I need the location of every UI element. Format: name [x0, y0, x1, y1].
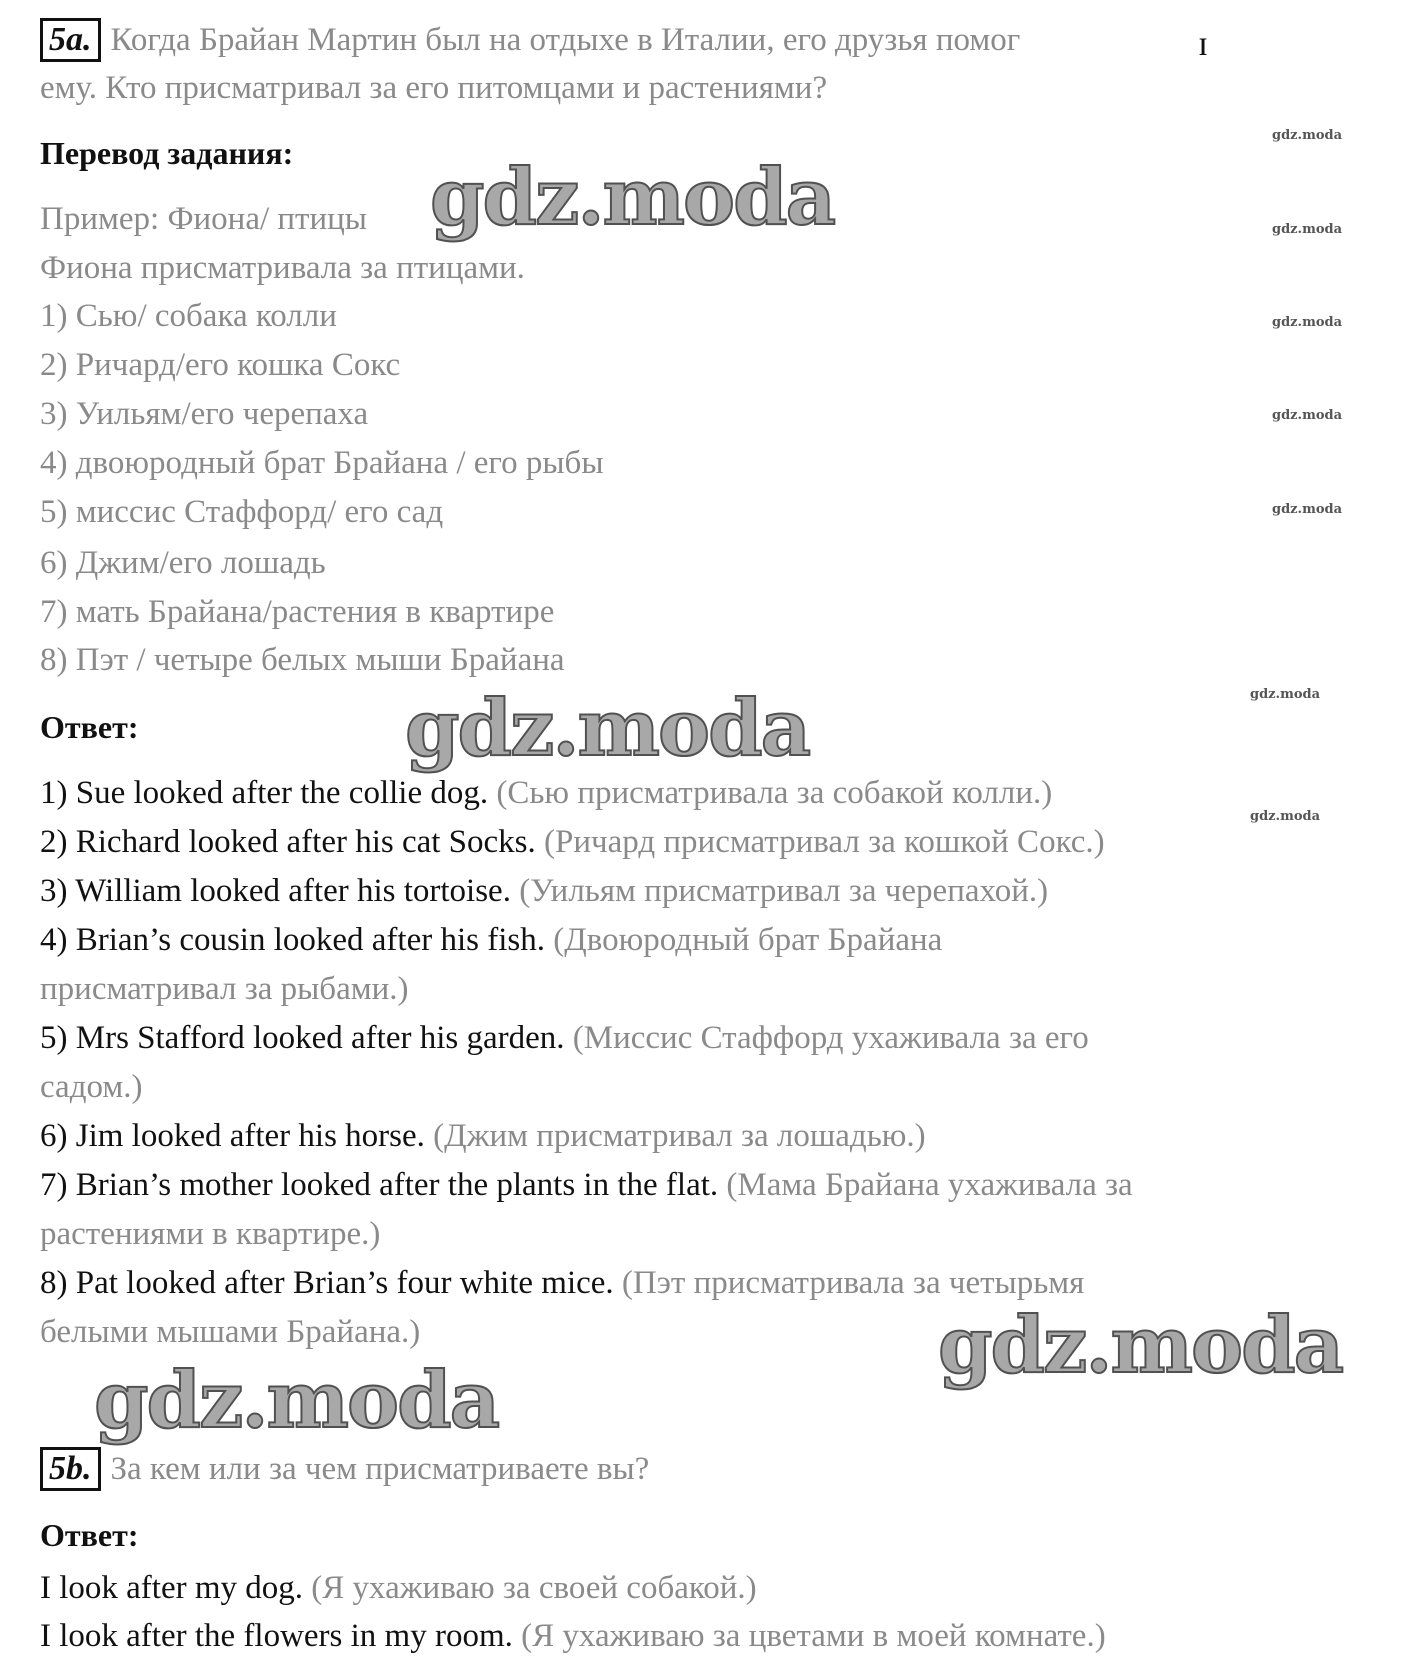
task-5a-question-line2: ему. Кто присматривал за его питомцами и растениями? [40, 70, 828, 106]
answer-ru: (Уильям присматривал за черепахой.) [519, 873, 1049, 909]
watermark-small: gdz.moda [1272, 315, 1343, 330]
answer-line [40, 1165, 1133, 1205]
answer-ru: (Мама Брайана ухаживала за [726, 1167, 1133, 1203]
example-line2: Фиона присматривала за птицами. [40, 250, 525, 286]
answer-line [40, 773, 1052, 813]
answer-en: 4) Brian’s cousin looked after his fish. [40, 922, 545, 958]
answer-line [40, 871, 1048, 911]
translation-item: 5) миссис Стаффорд/ его сад [40, 494, 444, 530]
answer-ru: (Я ухаживаю за цветами в моей комнате.) [521, 1618, 1106, 1654]
translation-item: 3) Уильям/его черепаха [40, 396, 369, 432]
watermark-small: gdz.moda [1272, 502, 1343, 517]
task-5b-question [40, 1447, 649, 1491]
watermark-big: gdz.moda [938, 1300, 1343, 1391]
answer-en: 3) William looked after his tortoise. [40, 873, 511, 909]
answer-en: 6) Jim looked after his horse. [40, 1118, 425, 1154]
translation-item: 6) Джим/его лошадь [40, 545, 326, 581]
answer-line [40, 822, 1105, 862]
answer-line [40, 920, 942, 960]
answer-ru: (Пэт присматривала за четырьмя [621, 1265, 1085, 1301]
answer-line [40, 1116, 926, 1156]
task-5b-label: 5b. [40, 1447, 101, 1491]
answer-line [40, 1616, 1106, 1656]
answer-en: 2) Richard looked after his cat Socks. [40, 824, 536, 860]
watermark-small: gdz.moda [1272, 408, 1343, 423]
translation-item: 2) Ричард/его кошка Сокс [40, 347, 401, 383]
translation-item: 1) Сью/ собака колли [40, 298, 337, 334]
task-5a-question-line1 [40, 18, 1020, 62]
answer-heading-5b: Ответ: [40, 1517, 139, 1553]
cursor-mark: ɪ [1198, 23, 1209, 63]
translation-item: 8) Пэт / четыре белых мыши Брайана [40, 642, 565, 678]
translation-item: 4) двоюродный брат Брайана / его рыбы [40, 445, 604, 481]
watermark-big: gdz.moda [405, 683, 810, 774]
watermark-small: gdz.moda [1250, 687, 1321, 702]
answer-line [40, 1263, 1084, 1303]
example-line1: Пример: Фиона/ птицы [40, 201, 367, 237]
answer-ru: (Джим присматривал за лошадью.) [433, 1118, 926, 1154]
translation-heading: Перевод задания: [40, 135, 294, 171]
watermark-small: gdz.moda [1272, 222, 1343, 237]
watermark-small: gdz.moda [1272, 128, 1343, 143]
answer-ru: (Миссис Стаффорд ухаживала за его [572, 1020, 1089, 1056]
answer-line [40, 1568, 757, 1608]
answer-line [40, 1018, 1089, 1058]
answer-ru: (Ричард присматривал за кошкой Сокс.) [544, 824, 1105, 860]
answer-en: 8) Pat looked after Brian’s four white mice. [40, 1265, 614, 1301]
answer-ru: (Сью присматривала за собакой колли.) [496, 775, 1053, 811]
answer-heading-5a: Ответ: [40, 709, 139, 745]
watermark-big: gdz.moda [430, 152, 835, 243]
answer-continuation: присматривал за рыбами.) [40, 971, 409, 1007]
answer-continuation: белыми мышами Брайана.) [40, 1314, 421, 1350]
answer-en: 7) Brian’s mother looked after the plants in the flat. [40, 1167, 719, 1203]
answer-en: 5) Mrs Stafford looked after his garden. [40, 1020, 565, 1056]
watermark-small: gdz.moda [1250, 809, 1321, 824]
answer-ru: (Я ухаживаю за своей собакой.) [311, 1570, 757, 1606]
answer-ru: (Двоюродный брат Брайана [553, 922, 943, 958]
question-text: За кем или за чем присматриваете вы? [110, 1451, 650, 1487]
question-text: Когда Брайан Мартин был на отдыхе в Италии, его друзья помог [110, 22, 1021, 58]
answer-continuation: растениями в квартире.) [40, 1216, 381, 1252]
task-5a-label: 5a. [40, 18, 101, 62]
answer-en: I look after my dog. [40, 1570, 304, 1606]
translation-item: 7) мать Брайана/растения в квартире [40, 594, 555, 630]
watermark-big: gdz.moda [94, 1355, 499, 1446]
answer-en: I look after the flowers in my room. [40, 1618, 513, 1654]
answer-continuation: садом.) [40, 1069, 143, 1105]
answer-en: 1) Sue looked after the collie dog. [40, 775, 489, 811]
